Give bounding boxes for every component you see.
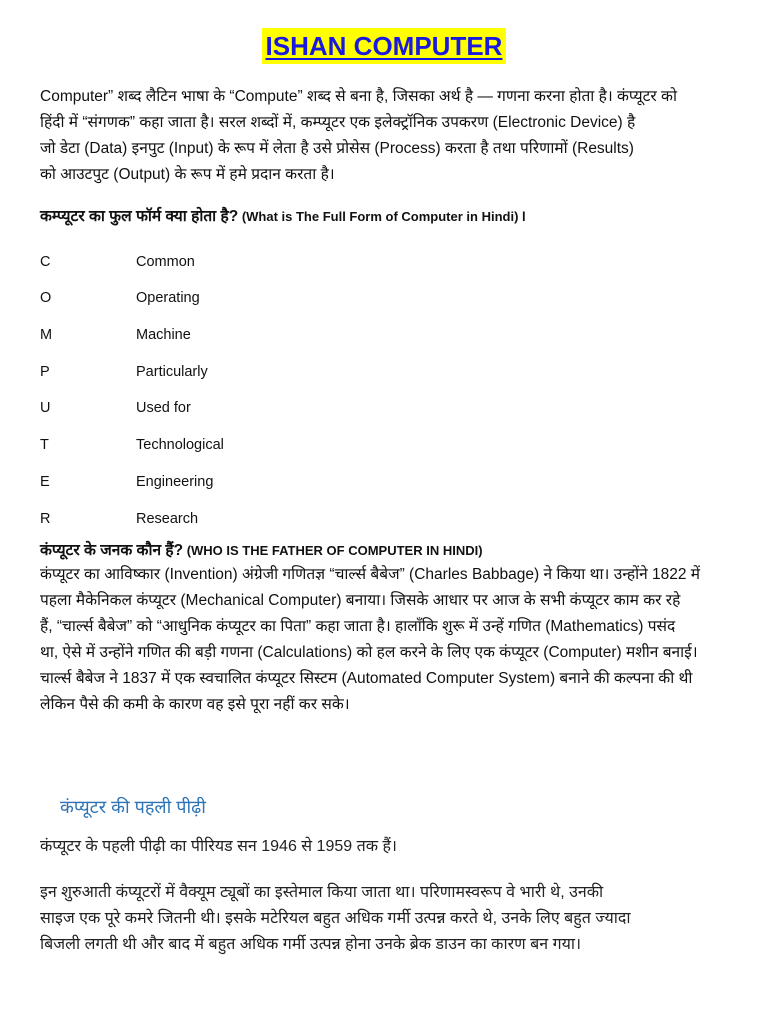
title-wrapper — [0, 28, 768, 64]
acronym-letter: T — [40, 437, 49, 453]
acronym-letter: C — [40, 254, 51, 270]
first-generation-line: इन शुरुआती कंप्यूटरों में वैक्यूम ट्यूबों का इस्तेमाल किया जाता था। परिणामस्वरूप वे भारी थे, उनकी — [40, 884, 604, 901]
first-generation-paragraph — [40, 880, 631, 958]
father-line: पहला मैकेनिकल कंप्यूटर (Mechanical Computer) बनाया। जिसके आधार पर आज के सभी कंप्यूटर काम कर रहे — [40, 592, 681, 609]
father-line: लेकिन पैसे की कमी के कारण वह इसे पूरा नहीं कर सके। — [40, 696, 350, 713]
father-line: हैं, “चार्ल्स बैबेज” को “आधुनिक कंप्यूटर का पिता” कहा जाता है। हालाँकि शुरू में उन्हें गणित (Mathematics) पसंद — [40, 618, 676, 635]
acronym-word: Used for — [136, 400, 191, 416]
first-generation-line: साइज एक पूरे कमरे जितनी थी। इसके मटेरियल बहुत अधिक गर्मी उत्पन्न करते थे, उनके लिए बहुत ज्यादा — [40, 910, 631, 927]
fullform-heading — [40, 204, 526, 226]
first-generation-title: कंप्यूटर की पहली पीढ़ी — [60, 797, 206, 817]
acronym-letter: U — [40, 400, 51, 416]
father-line: था, ऐसे में उन्होंने गणित की बड़ी गणना (Calculations) को हल करने के लिए एक कंप्यूटर (Computer) मशीन बनाई। — [40, 644, 698, 661]
intro-line: जो डेटा (Data) इनपुट (Input) के रूप में लेता है उसे प्रोसेस (Process) करता है तथा परिणामों (Results) — [40, 140, 634, 157]
intro-line: को आउटपुट (Output) के रूप में हमे प्रदान करता है। — [40, 166, 335, 183]
acronym-letter: M — [40, 327, 53, 343]
acronym-letter: R — [40, 511, 51, 527]
father-paragraph — [40, 562, 740, 718]
intro-paragraph — [40, 84, 740, 188]
father-heading-hindi: कंप्यूटर के जनक कौन हैं? — [40, 542, 184, 559]
first-generation-line: बिजली लगती थी और बाद में बहुत अधिक गर्मी उत्पन्न होना उनके ब्रेक डाउन का कारण बन गया। — [40, 936, 582, 953]
acronym-word: Research — [136, 511, 199, 527]
fullform-heading-english: (What is The Full Form of Computer in Hindi) l — [238, 209, 526, 224]
intro-line: Computer” शब्द लैटिन भाषा के “Compute” शब्द से बना है, जिसका अर्थ है — गणना करना होता है। कंप्यूटर को — [40, 88, 677, 105]
father-heading — [40, 538, 483, 560]
acronym-word: Operating — [136, 290, 200, 306]
page-title: ISHAN COMPUTER — [262, 28, 507, 64]
first-generation-period-text: कंप्यूटर के पहली पीढ़ी का पीरियड सन 1946 से 1959 तक हैं। — [40, 838, 397, 855]
acronym-letter: E — [40, 474, 50, 490]
acronym-word: Particularly — [136, 364, 208, 380]
acronym-letter: O — [40, 290, 52, 306]
father-line: चार्ल्स बैबेज ने 1837 में एक स्वचालित कंप्यूटर सिस्टम (Automated Computer System) बनाने की कल्पना की थी — [40, 670, 693, 687]
acronym-letter: P — [40, 364, 50, 380]
father-line: कंप्यूटर का आविष्कार (Invention) अंग्रेजी गणितज्ञ “चार्ल्स बैबेज” (Charles Babbage) ने किया था। उन्होंने 1822 में — [40, 566, 701, 583]
fullform-heading-hindi: कम्प्यूटर का फुल फॉर्म क्या होता है? — [40, 208, 239, 225]
first-generation-period — [40, 834, 397, 860]
acronym-word: Common — [136, 254, 195, 270]
intro-line: हिंदी में “संगणक” कहा जाता है। सरल शब्दों में, कम्प्यूटर एक इलेक्ट्रॉनिक उपकरण (Electronic Device) है — [40, 114, 636, 131]
acronym-word: Technological — [136, 437, 224, 453]
acronym-word: Engineering — [136, 474, 214, 490]
acronym-word: Machine — [136, 327, 191, 343]
father-heading-english: (WHO IS THE FATHER OF COMPUTER IN HINDI) — [183, 543, 483, 558]
